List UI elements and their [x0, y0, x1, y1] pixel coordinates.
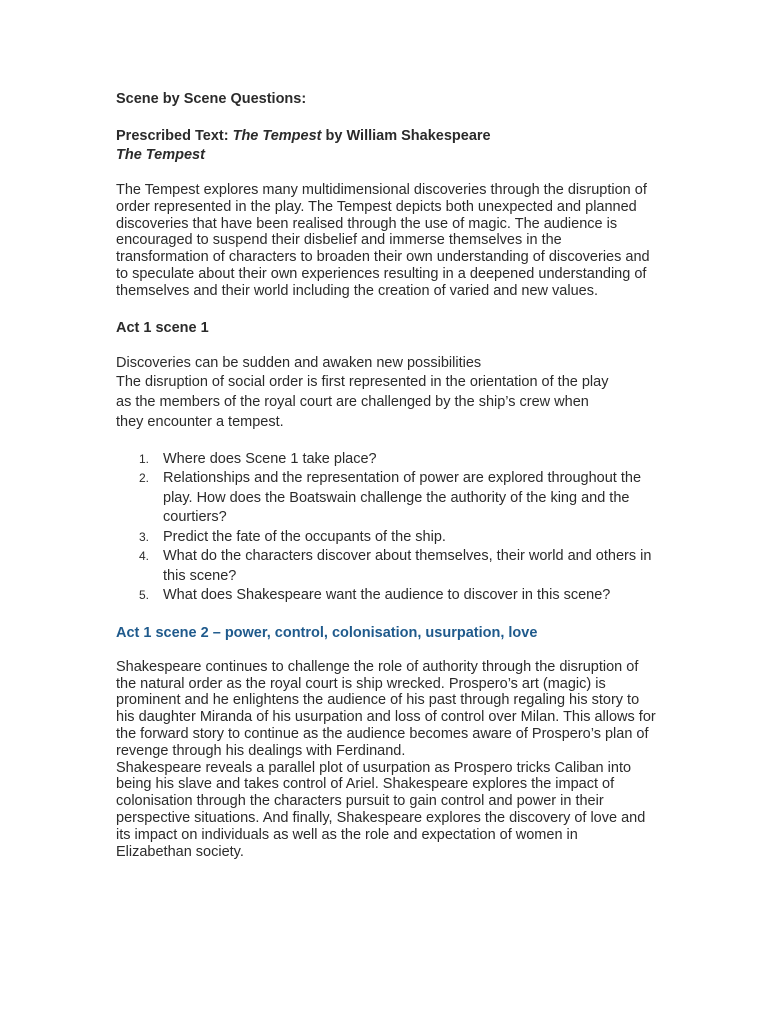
- question-number: 3.: [139, 529, 150, 544]
- question-number: 1.: [139, 451, 150, 466]
- act1-line: The disruption of social order is first represented in the orientation of the play: [116, 374, 609, 391]
- act1-scene2-heading: Act 1 scene 2 – power, control, colonisation, usurpation, love: [116, 624, 538, 641]
- document-subtitle: The Tempest: [116, 147, 205, 163]
- question-text: Predict the fate of the occupants of the ship.: [163, 528, 446, 545]
- intro-paragraph: The Tempest explores many multidimensional discoveries through the disruption of order represented in the play. The Tempest depicts both unexpected and planned discoveries that have been realised through the use of magic. The audience is encouraged to suspend their disbelief and immerse themselves in the transformation of characters to broaden their own understanding of discoveries and to speculate about their own experiences resulting in a deepened understanding of themselves and their world including the creation of varied and new values.: [116, 182, 650, 299]
- prescribed-label: Prescribed Text:: [116, 128, 233, 144]
- question-number: 4.: [139, 549, 150, 564]
- question-number: 5.: [139, 588, 150, 603]
- question-text: What does Shakespeare want the audience to discover in this scene?: [163, 587, 611, 604]
- question-text: What do the characters discover about themselves, their world and others in this scene?: [163, 548, 652, 584]
- question-number: 2.: [139, 471, 150, 486]
- act1-line: they encounter a tempest.: [116, 413, 284, 430]
- act1-scene1-heading: Act 1 scene 1: [116, 319, 209, 336]
- question-item: [116, 528, 656, 548]
- prescribed-title: The Tempest: [232, 128, 322, 144]
- question-item: [116, 547, 656, 586]
- act2-paragraph-2: Shakespeare reveals a parallel plot of usurpation as Prospero tricks Caliban into being his slave and takes control of Ariel. Shakespeare explores the impact of colonisation through the characters pursuit to gain control and power in their perspective situations. And finally, Shakespeare explores the discovery of love and its impact on individuals as well as the role and expectation of women in Elizabethan society.: [116, 759, 646, 860]
- question-item: [116, 450, 656, 470]
- question-item: [116, 469, 656, 528]
- question-text: Where does Scene 1 take place?: [163, 450, 377, 467]
- question-item: [116, 586, 656, 606]
- prescribed-text-line: [116, 127, 656, 146]
- prescribed-author: by William Shakespeare: [321, 128, 491, 144]
- question-text: Relationships and the representation of power are explored throughout the play. How does the Boatswain challenge the authority of the king and the courtiers?: [163, 470, 642, 526]
- act1-line: as the members of the royal court are challenged by the ship’s crew when: [116, 394, 589, 411]
- question-list: [116, 450, 656, 606]
- act2-paragraph-1: Shakespeare continues to challenge the role of authority through the disruption of the natural order as the royal court is ship wrecked. Prospero’s art (magic) is prominent and he enlightens the audience of his past through regaling his story to his daughter Miranda of his usurpation and loss of control over Milan. This allows for the forward story to continue as the audience becomes aware of Prospero’s plan of revenge through his dealings with Ferdinand.: [116, 658, 656, 759]
- act1-description: [116, 354, 656, 433]
- act1-line: Discoveries can be sudden and awaken new possibilities: [116, 354, 482, 371]
- document-heading: Scene by Scene Questions:: [116, 91, 307, 107]
- document-page: [116, 90, 656, 860]
